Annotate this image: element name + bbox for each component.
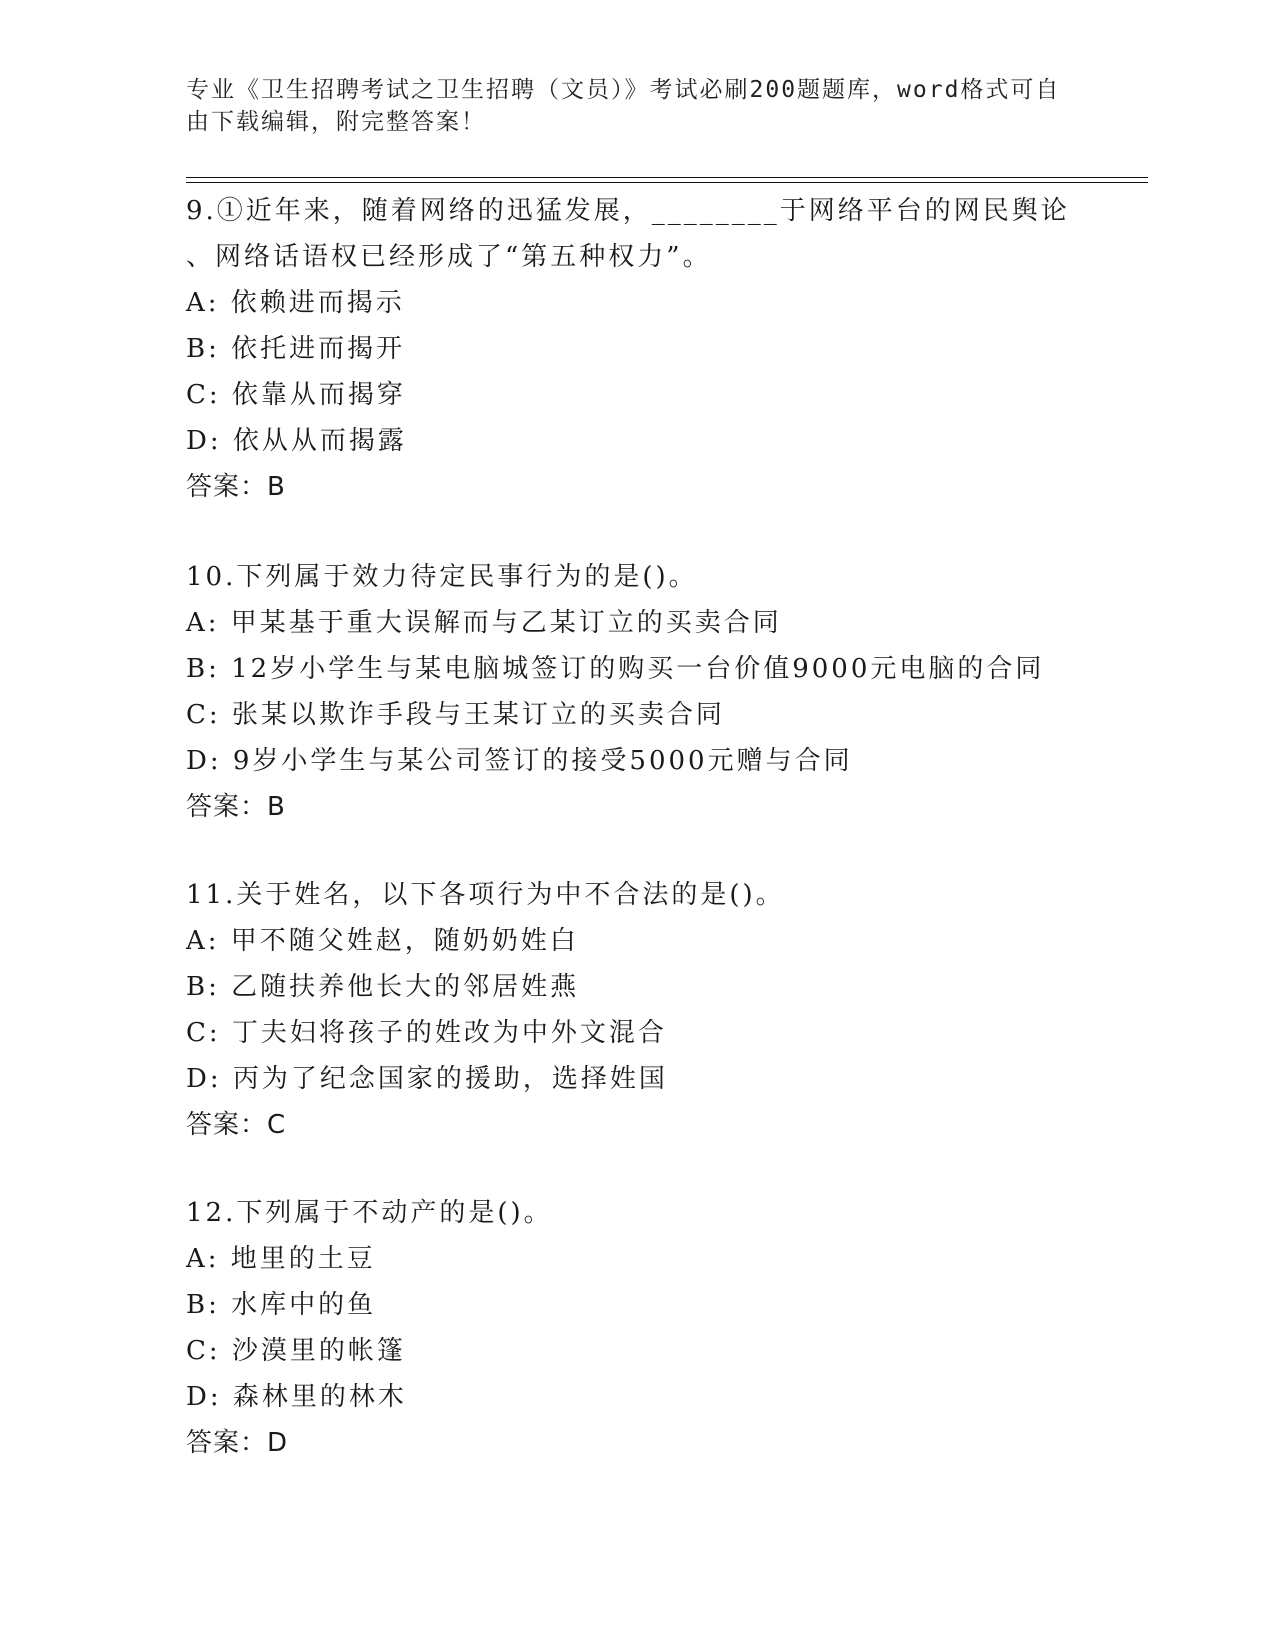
option-b: B: 依托进而揭开 [186,334,406,364]
question-10 [186,554,1086,830]
option-d: D: 森林里的林木 [186,1382,407,1412]
question-11 [186,872,1086,1148]
header-line-1: 专业《卫生招聘考试之卫生招聘（文员）》考试必刷200题题库，word格式可自 [186,77,1061,103]
question-stem: 10.下列属于效力待定民事行为的是()。 [186,562,698,592]
option-b: B: 水库中的鱼 [186,1290,377,1320]
question-stem-continued: 、网络话语权已经形成了“第五种权力”。 [186,242,712,272]
answer: 答案：D [186,1428,289,1458]
option-c: C: 张某以欺诈手段与王某订立的买卖合同 [186,700,725,730]
option-b: B: 12岁小学生与某电脑城签订的购买一台价值9000元电脑的合同 [186,654,1045,684]
answer: 答案：B [186,472,286,502]
option-c: C: 丁夫妇将孩子的姓改为中外文混合 [186,1018,667,1048]
question-9 [186,188,1086,510]
option-a: A: 依赖进而揭示 [186,288,405,318]
option-d: D: 依从从而揭露 [186,426,407,456]
question-12 [186,1190,1086,1466]
question-stem: 11.关于姓名，以下各项行为中不合法的是()。 [186,880,785,910]
document-header [186,74,1066,138]
option-c: C: 沙漠里的帐篷 [186,1336,406,1366]
option-d: D: 9岁小学生与某公司签订的接受5000元赠与合同 [186,746,853,776]
answer: 答案：C [186,1110,287,1140]
header-divider-bottom [186,182,1148,183]
option-d: D: 丙为了纪念国家的援助，选择姓国 [186,1064,668,1094]
question-stem: 12.下列属于不动产的是()。 [186,1198,553,1228]
option-c: C: 依靠从而揭穿 [186,380,406,410]
option-b: B: 乙随扶养他长大的邻居姓燕 [186,972,580,1002]
header-line-2: 由下载编辑，附完整答案！ [186,109,486,135]
header-divider-top [186,177,1148,178]
option-a: A: 地里的土豆 [186,1244,376,1274]
option-a: A: 甲某基于重大误解而与乙某订立的买卖合同 [186,608,782,638]
question-stem: 9.①近年来，随着网络的迅猛发展，________于网络平台的网民舆论 [186,196,1070,226]
option-a: A: 甲不随父姓赵，随奶奶姓白 [186,926,579,956]
answer: 答案：B [186,792,286,822]
